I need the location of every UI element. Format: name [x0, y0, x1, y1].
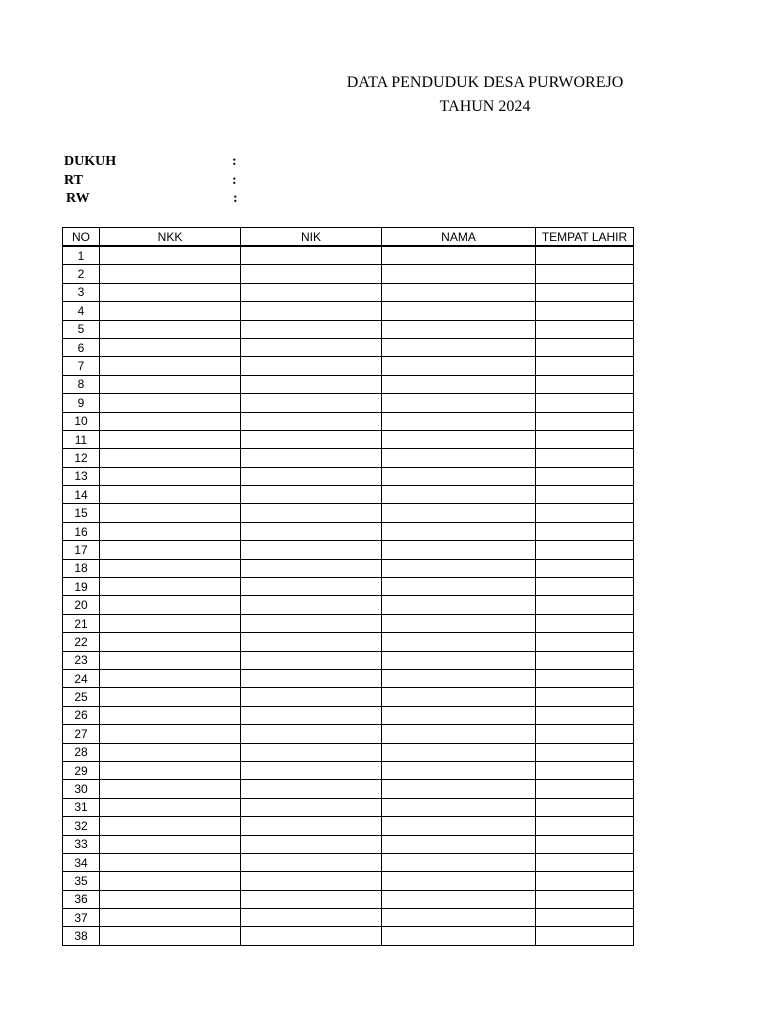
tempat-lahir-cell[interactable]	[536, 394, 634, 412]
nik-cell[interactable]	[241, 467, 382, 485]
nkk-cell[interactable]	[100, 743, 241, 761]
nkk-cell[interactable]	[100, 246, 241, 265]
nkk-cell[interactable]	[100, 725, 241, 743]
nkk-cell[interactable]	[100, 283, 241, 301]
tempat-lahir-cell[interactable]	[536, 578, 634, 596]
nik-cell[interactable]	[241, 780, 382, 798]
row-number: 29	[63, 761, 100, 779]
tempat-lahir-cell[interactable]	[536, 338, 634, 356]
row-number: 17	[63, 541, 100, 559]
nik-cell[interactable]	[241, 706, 382, 724]
table-row	[63, 357, 634, 375]
nkk-cell[interactable]	[100, 430, 241, 448]
tempat-lahir-cell[interactable]	[536, 522, 634, 540]
nkk-cell[interactable]	[100, 302, 241, 320]
nama-cell[interactable]	[382, 302, 536, 320]
nik-cell[interactable]	[241, 522, 382, 540]
tempat-lahir-cell[interactable]	[536, 761, 634, 779]
nkk-cell[interactable]	[100, 706, 241, 724]
nama-cell[interactable]	[382, 283, 536, 301]
tempat-lahir-cell[interactable]	[536, 596, 634, 614]
tempat-lahir-cell[interactable]	[536, 265, 634, 283]
table-row	[63, 927, 634, 945]
tempat-lahir-cell[interactable]	[536, 614, 634, 632]
tempat-lahir-cell[interactable]	[536, 283, 634, 301]
nik-cell[interactable]	[241, 578, 382, 596]
tempat-lahir-cell[interactable]	[536, 375, 634, 393]
nkk-cell[interactable]	[100, 394, 241, 412]
row-number: 22	[63, 633, 100, 651]
nama-cell[interactable]	[382, 394, 536, 412]
nkk-cell[interactable]	[100, 817, 241, 835]
nama-cell[interactable]	[382, 853, 536, 871]
nama-cell[interactable]	[382, 265, 536, 283]
row-number: 12	[63, 449, 100, 467]
row-number: 28	[63, 743, 100, 761]
nkk-cell[interactable]	[100, 541, 241, 559]
nama-cell[interactable]	[382, 522, 536, 540]
table-row	[63, 596, 634, 614]
nkk-cell[interactable]	[100, 596, 241, 614]
tempat-lahir-cell[interactable]	[536, 633, 634, 651]
nik-cell[interactable]	[241, 817, 382, 835]
field-rw	[66, 190, 238, 208]
table-row	[63, 302, 634, 320]
row-number: 24	[63, 669, 100, 687]
nama-cell[interactable]	[382, 780, 536, 798]
field-colon: :	[232, 173, 237, 188]
table-row	[63, 375, 634, 393]
nkk-cell[interactable]	[100, 909, 241, 927]
column-header-no: NO	[63, 228, 100, 247]
tempat-lahir-cell[interactable]	[536, 927, 634, 945]
row-number: 21	[63, 614, 100, 632]
nama-cell[interactable]	[382, 909, 536, 927]
tempat-lahir-cell[interactable]	[536, 651, 634, 669]
table-row	[63, 669, 634, 687]
tempat-lahir-cell[interactable]	[536, 688, 634, 706]
row-number: 19	[63, 578, 100, 596]
nama-cell[interactable]	[382, 541, 536, 559]
nama-cell[interactable]	[382, 835, 536, 853]
table-row	[63, 559, 634, 577]
nik-cell[interactable]	[241, 265, 382, 283]
table-row	[63, 430, 634, 448]
nik-cell[interactable]	[241, 449, 382, 467]
table-row	[63, 872, 634, 890]
row-number: 38	[63, 927, 100, 945]
nik-cell[interactable]	[241, 541, 382, 559]
row-number: 6	[63, 338, 100, 356]
nkk-cell[interactable]	[100, 486, 241, 504]
nama-cell[interactable]	[382, 486, 536, 504]
column-header-nama: NAMA	[382, 228, 536, 247]
table-row	[63, 283, 634, 301]
row-number: 33	[63, 835, 100, 853]
field-label: RW	[66, 191, 90, 206]
row-number: 11	[63, 430, 100, 448]
nkk-cell[interactable]	[100, 872, 241, 890]
nkk-cell[interactable]	[100, 559, 241, 577]
row-number: 7	[63, 357, 100, 375]
nkk-cell[interactable]	[100, 467, 241, 485]
table-row	[63, 412, 634, 430]
nama-cell[interactable]	[382, 467, 536, 485]
row-number: 36	[63, 890, 100, 908]
nik-cell[interactable]	[241, 669, 382, 687]
row-number: 26	[63, 706, 100, 724]
nik-cell[interactable]	[241, 430, 382, 448]
field-label: RT	[64, 173, 83, 188]
nkk-cell[interactable]	[100, 927, 241, 945]
table-row	[63, 467, 634, 485]
table-row	[63, 853, 634, 871]
nama-cell[interactable]	[382, 706, 536, 724]
nkk-cell[interactable]	[100, 449, 241, 467]
nik-cell[interactable]	[241, 596, 382, 614]
row-number: 35	[63, 872, 100, 890]
row-number: 27	[63, 725, 100, 743]
nama-cell[interactable]	[382, 375, 536, 393]
nik-cell[interactable]	[241, 798, 382, 816]
nik-cell[interactable]	[241, 504, 382, 522]
tempat-lahir-cell[interactable]	[536, 302, 634, 320]
nkk-cell[interactable]	[100, 688, 241, 706]
table-row	[63, 706, 634, 724]
nama-cell[interactable]	[382, 338, 536, 356]
table-row	[63, 725, 634, 743]
nama-cell[interactable]	[382, 817, 536, 835]
nama-cell[interactable]	[382, 651, 536, 669]
nama-cell[interactable]	[382, 633, 536, 651]
tempat-lahir-cell[interactable]	[536, 412, 634, 430]
nik-cell[interactable]	[241, 853, 382, 871]
nama-cell[interactable]	[382, 927, 536, 945]
row-number: 14	[63, 486, 100, 504]
nkk-cell[interactable]	[100, 669, 241, 687]
nkk-cell[interactable]	[100, 375, 241, 393]
nama-cell[interactable]	[382, 596, 536, 614]
nama-cell[interactable]	[382, 504, 536, 522]
nik-cell[interactable]	[241, 890, 382, 908]
tempat-lahir-cell[interactable]	[536, 780, 634, 798]
nama-cell[interactable]	[382, 688, 536, 706]
tempat-lahir-cell[interactable]	[536, 246, 634, 265]
table-row	[63, 265, 634, 283]
nik-cell[interactable]	[241, 320, 382, 338]
row-number: 3	[63, 283, 100, 301]
nama-cell[interactable]	[382, 412, 536, 430]
table-row	[63, 909, 634, 927]
nama-cell[interactable]	[382, 614, 536, 632]
nik-cell[interactable]	[241, 302, 382, 320]
nik-cell[interactable]	[241, 688, 382, 706]
tempat-lahir-cell[interactable]	[536, 853, 634, 871]
tempat-lahir-cell[interactable]	[536, 669, 634, 687]
nkk-cell[interactable]	[100, 853, 241, 871]
tempat-lahir-cell[interactable]	[536, 541, 634, 559]
row-number: 20	[63, 596, 100, 614]
row-number: 5	[63, 320, 100, 338]
table-row	[63, 486, 634, 504]
tempat-lahir-cell[interactable]	[536, 467, 634, 485]
tempat-lahir-cell[interactable]	[536, 743, 634, 761]
tempat-lahir-cell[interactable]	[536, 449, 634, 467]
nik-cell[interactable]	[241, 909, 382, 927]
tempat-lahir-cell[interactable]	[536, 357, 634, 375]
tempat-lahir-cell[interactable]	[536, 909, 634, 927]
field-rt	[64, 172, 237, 190]
table-row	[63, 541, 634, 559]
nik-cell[interactable]	[241, 835, 382, 853]
nik-cell[interactable]	[241, 633, 382, 651]
nik-cell[interactable]	[241, 394, 382, 412]
nama-cell[interactable]	[382, 449, 536, 467]
tempat-lahir-cell[interactable]	[536, 430, 634, 448]
field-dukuh	[64, 153, 237, 171]
tempat-lahir-cell[interactable]	[536, 486, 634, 504]
row-number: 32	[63, 817, 100, 835]
tempat-lahir-cell[interactable]	[536, 559, 634, 577]
table-row	[63, 780, 634, 798]
table-row	[63, 504, 634, 522]
nik-cell[interactable]	[241, 375, 382, 393]
field-label: DUKUH	[64, 154, 117, 169]
nama-cell[interactable]	[382, 430, 536, 448]
nama-cell[interactable]	[382, 890, 536, 908]
nkk-cell[interactable]	[100, 780, 241, 798]
table-row	[63, 651, 634, 669]
nkk-cell[interactable]	[100, 504, 241, 522]
nama-cell[interactable]	[382, 798, 536, 816]
row-number: 4	[63, 302, 100, 320]
table-row	[63, 835, 634, 853]
nama-cell[interactable]	[382, 872, 536, 890]
nik-cell[interactable]	[241, 743, 382, 761]
row-number: 16	[63, 522, 100, 540]
nik-cell[interactable]	[241, 872, 382, 890]
nkk-cell[interactable]	[100, 798, 241, 816]
nkk-cell[interactable]	[100, 633, 241, 651]
nik-cell[interactable]	[241, 486, 382, 504]
row-number: 10	[63, 412, 100, 430]
nik-cell[interactable]	[241, 412, 382, 430]
nkk-cell[interactable]	[100, 265, 241, 283]
table-row	[63, 449, 634, 467]
row-number: 30	[63, 780, 100, 798]
nkk-cell[interactable]	[100, 522, 241, 540]
nama-cell[interactable]	[382, 320, 536, 338]
page-title: DATA PENDUDUK DESA PURWOREJO	[346, 74, 624, 91]
table-row	[63, 394, 634, 412]
column-header-tempat-lahir: TEMPAT LAHIR	[536, 228, 634, 247]
nkk-cell[interactable]	[100, 320, 241, 338]
nik-cell[interactable]	[241, 614, 382, 632]
row-number: 9	[63, 394, 100, 412]
nik-cell[interactable]	[241, 246, 382, 265]
nkk-cell[interactable]	[100, 412, 241, 430]
table-row	[63, 688, 634, 706]
nik-cell[interactable]	[241, 725, 382, 743]
nama-cell[interactable]	[382, 246, 536, 265]
tempat-lahir-cell[interactable]	[536, 835, 634, 853]
field-colon: :	[233, 191, 238, 206]
row-number: 15	[63, 504, 100, 522]
table-row	[63, 614, 634, 632]
tempat-lahir-cell[interactable]	[536, 817, 634, 835]
nkk-cell[interactable]	[100, 357, 241, 375]
nik-cell[interactable]	[241, 559, 382, 577]
nama-cell[interactable]	[382, 578, 536, 596]
tempat-lahir-cell[interactable]	[536, 798, 634, 816]
nik-cell[interactable]	[241, 357, 382, 375]
nama-cell[interactable]	[382, 725, 536, 743]
nik-cell[interactable]	[241, 338, 382, 356]
row-number: 13	[63, 467, 100, 485]
table-row	[63, 578, 634, 596]
column-header-nik: NIK	[241, 228, 382, 247]
nkk-cell[interactable]	[100, 890, 241, 908]
table-row	[63, 338, 634, 356]
tempat-lahir-cell[interactable]	[536, 890, 634, 908]
table-body	[63, 246, 634, 945]
nama-cell[interactable]	[382, 559, 536, 577]
table-row	[63, 798, 634, 816]
title-clip	[320, 72, 633, 93]
table-row	[63, 817, 634, 835]
table-header-row	[63, 228, 634, 247]
table-row	[63, 890, 634, 908]
table-row	[63, 633, 634, 651]
row-number: 18	[63, 559, 100, 577]
tempat-lahir-cell[interactable]	[536, 872, 634, 890]
tempat-lahir-cell[interactable]	[536, 706, 634, 724]
nama-cell[interactable]	[382, 357, 536, 375]
row-number: 1	[63, 246, 100, 265]
nkk-cell[interactable]	[100, 761, 241, 779]
row-number: 34	[63, 853, 100, 871]
row-number: 2	[63, 265, 100, 283]
row-number: 25	[63, 688, 100, 706]
page-subtitle: TAHUN 2024	[439, 98, 531, 115]
field-colon: :	[232, 154, 237, 169]
table-row	[63, 522, 634, 540]
row-number: 8	[63, 375, 100, 393]
nkk-cell[interactable]	[100, 338, 241, 356]
tempat-lahir-cell[interactable]	[536, 320, 634, 338]
table-row	[63, 320, 634, 338]
nama-cell[interactable]	[382, 743, 536, 761]
table-row	[63, 246, 634, 265]
row-number: 23	[63, 651, 100, 669]
nama-cell[interactable]	[382, 761, 536, 779]
row-number: 37	[63, 909, 100, 927]
tempat-lahir-cell[interactable]	[536, 504, 634, 522]
nama-cell[interactable]	[382, 669, 536, 687]
nkk-cell[interactable]	[100, 614, 241, 632]
tempat-lahir-cell[interactable]	[536, 725, 634, 743]
table-row	[63, 743, 634, 761]
nik-cell[interactable]	[241, 761, 382, 779]
nkk-cell[interactable]	[100, 835, 241, 853]
nik-cell[interactable]	[241, 651, 382, 669]
column-header-nkk: NKK	[100, 228, 241, 247]
population-table	[62, 227, 634, 946]
nkk-cell[interactable]	[100, 578, 241, 596]
nik-cell[interactable]	[241, 927, 382, 945]
row-number: 31	[63, 798, 100, 816]
nik-cell[interactable]	[241, 283, 382, 301]
table-row	[63, 761, 634, 779]
nkk-cell[interactable]	[100, 651, 241, 669]
